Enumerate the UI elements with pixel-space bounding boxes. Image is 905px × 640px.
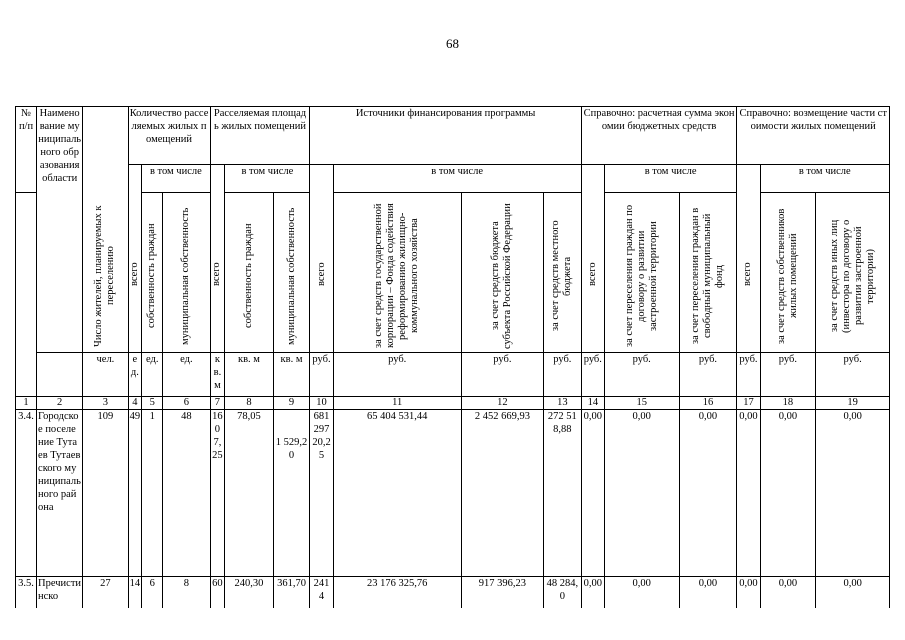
cell-count-own: 1 (142, 410, 163, 577)
unit-fin-total: руб. (310, 353, 333, 397)
cell-area-total: 60 (210, 577, 225, 609)
header-area-total: всего (210, 165, 225, 353)
cell-name: Городское поселение Тутаев Тутаевского муниципального района (37, 410, 83, 577)
col-index: 13 (543, 397, 581, 410)
cell-fin-subject: 2 452 669,93 (461, 410, 543, 577)
header-count-incl: в том числе (142, 165, 210, 193)
col-index: 4 (128, 397, 142, 410)
header-comp-incl: в том числе (760, 165, 889, 193)
header-fin-total: всего (310, 165, 333, 353)
header-count-mun: муниципальная собственность (163, 193, 210, 353)
unit-area-mun: кв. м (273, 353, 310, 397)
unit-eco-total: руб. (581, 353, 604, 397)
cell-area-total: 1607,25 (210, 410, 225, 577)
unit-count-own: ед. (142, 353, 163, 397)
unit-comp-total: руб. (737, 353, 760, 397)
header-area-incl: в том числе (225, 165, 310, 193)
cell-eco-free: 0,00 (679, 577, 737, 609)
cell-count-own: 6 (142, 577, 163, 609)
cell-count-mun: 48 (163, 410, 210, 577)
cell-comp-owners: 0,00 (760, 410, 816, 577)
header-sources: Источники финансирования программы (310, 107, 581, 165)
col-index: 8 (225, 397, 273, 410)
header-area-mun: муниципальная собственность (273, 193, 310, 353)
unit-area-total: кв. м (210, 353, 225, 397)
col-index: 19 (816, 397, 890, 410)
header-area: Расселяемая площадь жилых помещений (210, 107, 310, 165)
header-ref-compensation: Справочно: возмещение части стоимости жилых помещений (737, 107, 890, 165)
col-index: 5 (142, 397, 163, 410)
header-comp-owners: за счет средств собственников жилых помещений (760, 193, 816, 353)
unit-eco-dev: руб. (604, 353, 679, 397)
unit-fin-subject: руб. (461, 353, 543, 397)
unit-name-empty (37, 353, 83, 397)
cell-num: 3.4. (16, 410, 37, 577)
cell-comp-total: 0,00 (737, 577, 760, 609)
cell-fin-total: 68129720,25 (310, 410, 333, 577)
resettlement-finance-table (15, 106, 890, 608)
page-number: 68 (446, 36, 459, 51)
col-index: 10 (310, 397, 333, 410)
cell-comp-other: 0,00 (816, 577, 890, 609)
unit-comp-owners: руб. (760, 353, 816, 397)
cell-comp-owners: 0,00 (760, 577, 816, 609)
unit-count-total: ед. (128, 353, 142, 397)
cell-area-mun: 361,70 (273, 577, 310, 609)
cell-name: Пречистинско (37, 577, 83, 609)
cell-comp-total: 0,00 (737, 410, 760, 577)
header-name: Наименование муниципального образования области (37, 107, 83, 353)
col-index: 16 (679, 397, 737, 410)
col-index: 6 (163, 397, 210, 410)
header-eco-dev: за счет переселения граждан по договору о развитии застроенной территории (604, 193, 679, 353)
col-index: 7 (210, 397, 225, 410)
col-index: 9 (273, 397, 310, 410)
col-index: 12 (461, 397, 543, 410)
table-row (16, 577, 890, 609)
cell-eco-total: 0,00 (581, 410, 604, 577)
header-row-2 (16, 165, 890, 193)
cell-residents: 27 (83, 577, 128, 609)
cell-residents: 109 (83, 410, 128, 577)
header-residents: Число жителей, планируемых к переселению (83, 107, 128, 353)
header-count: Количество расселяемых жилых помещений (128, 107, 210, 165)
header-num: № п/п (16, 107, 37, 193)
header-count-total: всего (128, 165, 142, 353)
header-row-1 (16, 107, 890, 165)
cell-fin-local: 48 284,0 (543, 577, 581, 609)
header-num-filler (16, 193, 37, 397)
cell-count-total: 14 (128, 577, 142, 609)
header-fin-fund: за счет средств государственной корпорации – Фонда содействия реформированию жилищно-коммунального хозяйства (333, 193, 461, 353)
cell-count-total: 49 (128, 410, 142, 577)
header-count-own: собственность граждан (142, 193, 163, 353)
cell-eco-total: 0,00 (581, 577, 604, 609)
col-index: 3 (83, 397, 128, 410)
col-index: 14 (581, 397, 604, 410)
cell-eco-free: 0,00 (679, 410, 737, 577)
cell-fin-fund: 65 404 531,44 (333, 410, 461, 577)
cell-fin-subject: 917 396,23 (461, 577, 543, 609)
cell-fin-local: 272 518,88 (543, 410, 581, 577)
cell-eco-dev: 0,00 (604, 577, 679, 609)
cell-count-mun: 8 (163, 577, 210, 609)
unit-count-mun: ед. (163, 353, 210, 397)
unit-area-own: кв. м (225, 353, 273, 397)
units-row (16, 353, 890, 397)
col-index: 2 (37, 397, 83, 410)
header-ref-economy: Справочно: расчетная сумма экономии бюджетных средств (581, 107, 737, 165)
col-index: 18 (760, 397, 816, 410)
cell-area-own: 240,30 (225, 577, 273, 609)
cell-fin-total: 2414 (310, 577, 333, 609)
cell-area-mun: 1 529,20 (273, 410, 310, 577)
header-fin-incl: в том числе (333, 165, 581, 193)
header-comp-other: за счет средств иных лиц (инвестора по договору о развитии застроенной территории) (816, 193, 890, 353)
col-index: 1 (16, 397, 37, 410)
col-index: 11 (333, 397, 461, 410)
column-index-row (16, 397, 890, 410)
unit-fin-local: руб. (543, 353, 581, 397)
unit-fin-fund: руб. (333, 353, 461, 397)
col-index: 17 (737, 397, 760, 410)
unit-comp-other: руб. (816, 353, 890, 397)
unit-residents: чел. (83, 353, 128, 397)
cell-fin-fund: 23 176 325,76 (333, 577, 461, 609)
header-area-own: собственность граждан (225, 193, 273, 353)
header-eco-total: всего (581, 165, 604, 353)
header-eco-incl: в том числе (604, 165, 737, 193)
cell-num: 3.5. (16, 577, 37, 609)
header-eco-free: за счет переселения граждан в свободный муниципальный фонд (679, 193, 737, 353)
header-fin-local: за счет средств местного бюджета (543, 193, 581, 353)
cell-comp-other: 0,00 (816, 410, 890, 577)
header-fin-subject: за счет средств бюджета субъекта Российской Федерации (461, 193, 543, 353)
cell-eco-dev: 0,00 (604, 410, 679, 577)
col-index: 15 (604, 397, 679, 410)
table-row (16, 410, 890, 577)
table-viewport (15, 106, 891, 608)
cell-area-own: 78,05 (225, 410, 273, 577)
header-comp-total: всего (737, 165, 760, 353)
unit-eco-free: руб. (679, 353, 737, 397)
